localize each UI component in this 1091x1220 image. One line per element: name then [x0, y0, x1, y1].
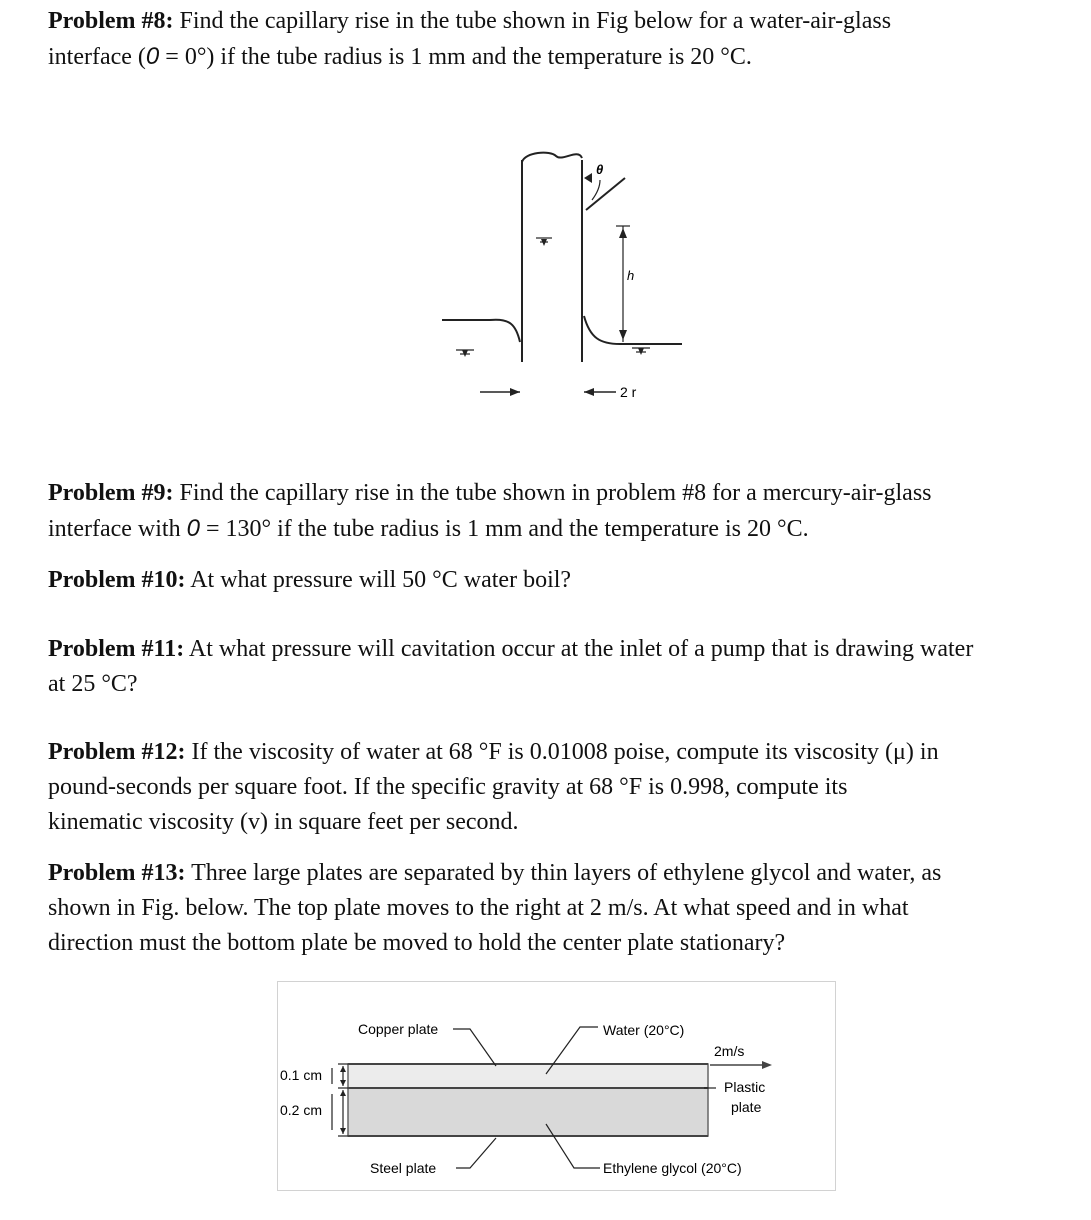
meniscus-outer-right: [584, 316, 682, 344]
capillary-tube-figure: [420, 140, 700, 415]
theta-arc: [592, 180, 600, 200]
problem-12: [48, 735, 1068, 840]
glycol-label: Ethylene glycol (20°C): [603, 1160, 742, 1176]
problem-9-label: Problem #9:: [48, 480, 174, 506]
speed-label: 2m/s: [714, 1043, 745, 1059]
problem-10: [48, 563, 1068, 598]
problem-13-line1: Three large plates are separated by thin layers of ethylene glycol and water, as: [185, 860, 942, 886]
problem-8-line1: Find the capillary rise in the tube shown in Fig below for a water-air-glass: [173, 8, 892, 34]
two-r-label: 2 r: [620, 384, 637, 400]
tube-top: [522, 153, 582, 162]
theta-symbol: 0: [186, 515, 200, 542]
problem-13-label: Problem #13:: [48, 860, 186, 886]
problem-13-line3: direction must the bottom plate be moved to hold the center plate stationary?: [48, 930, 786, 956]
problem-9-line1: Find the capillary rise in the tube shown in problem #8 for a mercury-air-glass: [173, 480, 932, 506]
meniscus-outer-left: [442, 320, 520, 342]
problem-11-line1: At what pressure will cavitation occur at the inlet of a pump that is drawing water: [184, 636, 974, 662]
h-label: h: [627, 268, 635, 283]
problem-8-line2b: = 0°) if the tube radius is 1 mm and the temperature is 20 °C.: [159, 44, 752, 70]
problem-13: [48, 856, 1068, 961]
problem-9: [48, 476, 1068, 547]
problem-10-text: At what pressure will 50 °C water boil?: [185, 567, 572, 593]
problem-12-line1: If the viscosity of water at 68 °F is 0.01008 poise, compute its viscosity (μ) in: [185, 739, 939, 765]
theta-label: θ: [596, 162, 604, 177]
problem-8: [48, 4, 1068, 75]
problem-10-label: Problem #10:: [48, 567, 186, 593]
problem-9-line2b: = 130° if the tube radius is 1 mm and the temperature is 20 °C.: [199, 516, 809, 542]
problem-12-line2: pound-seconds per square foot. If the specific gravity at 68 °F is 0.998, compute its: [48, 774, 848, 800]
gap-label-2: 0.2 cm: [280, 1102, 323, 1118]
glycol-layer: [348, 1088, 708, 1136]
plates-figure: [277, 981, 836, 1191]
problem-12-line3: kinematic viscosity (v) in square feet per second.: [48, 809, 519, 835]
problem-11-line2: at 25 °C?: [48, 671, 138, 697]
water-label: Water (20°C): [603, 1022, 685, 1038]
copper-plate-label: Copper plate: [358, 1021, 439, 1037]
problem-8-label: Problem #8:: [48, 8, 174, 34]
problem-11-label: Problem #11:: [48, 636, 185, 662]
problem-12-label: Problem #12:: [48, 739, 186, 765]
gap-label-1: 0.1 cm: [280, 1067, 323, 1083]
steel-plate-label: Steel plate: [370, 1160, 437, 1176]
problem-8-line2a: interface (: [48, 44, 146, 70]
problem-13-line2: shown in Fig. below. The top plate moves to the right at 2 m/s. At what speed and in what: [48, 895, 909, 921]
water-layer: [348, 1064, 708, 1088]
problem-11: [48, 632, 1068, 702]
plastic-plate-label-2: plate: [731, 1099, 762, 1115]
plastic-plate-label-1: Plastic: [724, 1079, 766, 1095]
problem-9-line2a: interface with: [48, 516, 187, 542]
theta-symbol: 0: [145, 43, 160, 70]
